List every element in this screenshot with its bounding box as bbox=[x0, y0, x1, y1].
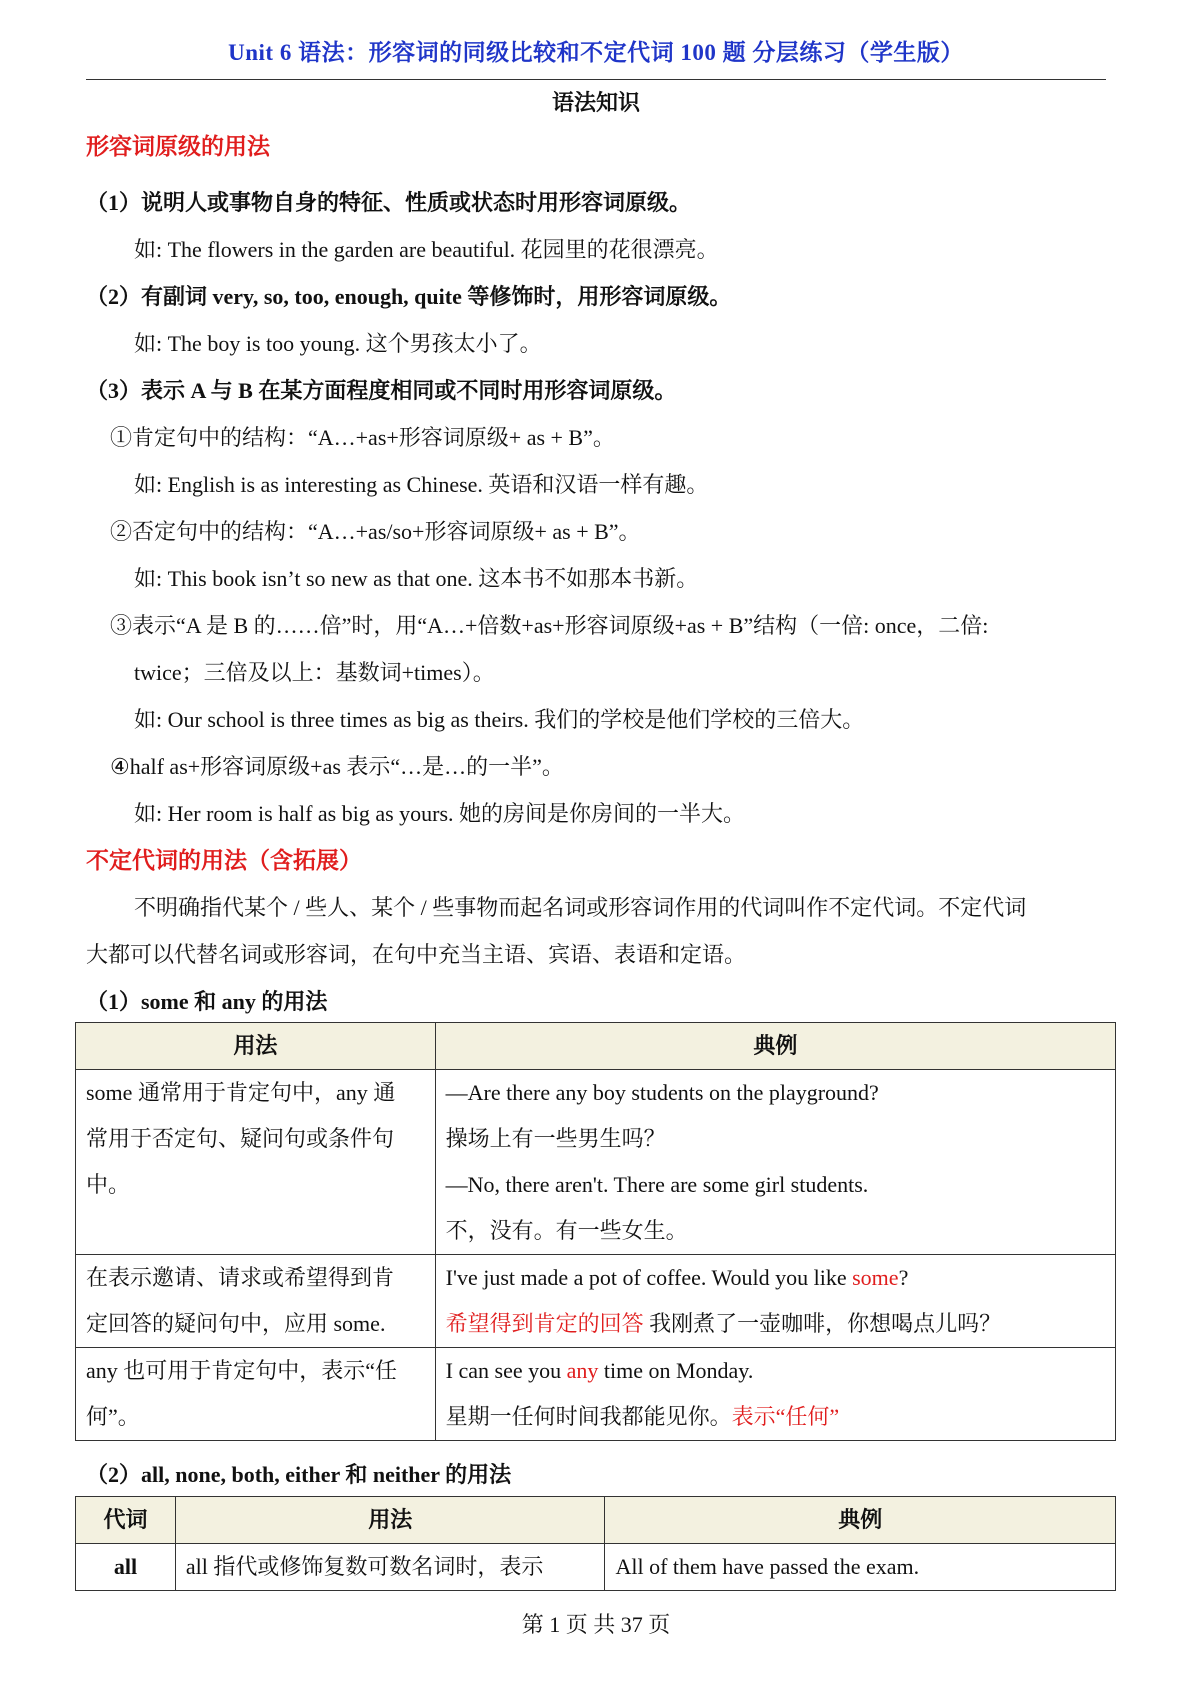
cell-line bbox=[446, 1348, 1105, 1394]
usage-cell bbox=[76, 1070, 436, 1255]
text: ? bbox=[898, 1265, 909, 1290]
table-row bbox=[76, 1070, 1116, 1255]
cell-line: —Are there any boy students on the playground? bbox=[445, 1080, 879, 1105]
cell-line: 操场上有一些男生吗？ bbox=[445, 1126, 666, 1151]
usage-cell: all 指代或修饰复数可数名词时，表示 bbox=[175, 1544, 605, 1591]
structure-1: ①肯定句中的结构：“A…+as+形容词原级+ as + B”。 bbox=[110, 425, 615, 450]
cell-line bbox=[446, 1255, 1105, 1301]
rule-2: （2）有副词 very, so, too, enough, quite 等修饰时，用形容词原级。 bbox=[86, 284, 732, 309]
cell-line: some 通常用于肯定句中，any 通 bbox=[86, 1080, 396, 1105]
cell-line: 常用于否定句、疑问句或条件句 bbox=[86, 1126, 395, 1151]
knowledge-title: 语法知识 bbox=[551, 90, 640, 115]
cell-line bbox=[446, 1301, 1105, 1347]
pronoun-cell: all bbox=[76, 1544, 176, 1591]
cell-line: 中。 bbox=[86, 1172, 131, 1197]
column-header-example: 典例 bbox=[605, 1497, 1116, 1544]
table-row bbox=[76, 1544, 1116, 1591]
cell-line: 定回答的疑问句中，应用 some. bbox=[86, 1311, 386, 1336]
rule-1: （1）说明人或事物自身的特征、性质或状态时用形容词原级。 bbox=[86, 190, 692, 215]
cell-line: —No, there aren't. There are some girl students. bbox=[445, 1172, 869, 1197]
table-row bbox=[76, 1255, 1116, 1348]
example-6: 如: Her room is half as big as yours. 她的房间是你房间的一半大。 bbox=[134, 801, 746, 826]
header-divider bbox=[86, 79, 1106, 80]
example-cell bbox=[435, 1348, 1115, 1441]
structure-2: ②否定句中的结构：“A…+as/so+形容词原级+ as + B”。 bbox=[110, 519, 641, 544]
table-header-row bbox=[76, 1023, 1116, 1070]
subsection-all-none: （2）all, none, both, either 和 neither 的用法 bbox=[86, 1462, 512, 1487]
example-cell bbox=[435, 1255, 1115, 1348]
cell-line: any 也可用于肯定句中，表示“任 bbox=[86, 1358, 398, 1383]
highlight-note: 希望得到肯定的回答 bbox=[445, 1311, 644, 1336]
table-header-row bbox=[76, 1497, 1116, 1544]
example-3: 如: English is as interesting as Chinese. 英语和汉语一样有趣。 bbox=[134, 472, 709, 497]
example-cell: All of them have passed the exam. bbox=[605, 1544, 1116, 1591]
page-number: 第 1 页 共 37 页 bbox=[521, 1612, 671, 1637]
example-cell bbox=[435, 1070, 1115, 1255]
pronoun-table bbox=[75, 1496, 1116, 1591]
highlight-word: any bbox=[566, 1358, 599, 1383]
text: I've just made a pot of coffee. Would you like bbox=[445, 1265, 853, 1290]
highlight-word: some bbox=[852, 1265, 899, 1290]
column-header-pronoun: 代词 bbox=[76, 1497, 176, 1544]
rule-3: （3）表示 A 与 B 在某方面程度相同或不同时用形容词原级。 bbox=[86, 378, 677, 403]
structure-3-line2: twice；三倍及以上：基数词+times）。 bbox=[134, 660, 495, 685]
usage-cell bbox=[76, 1255, 436, 1348]
highlight-note: 表示“任何” bbox=[731, 1404, 840, 1429]
example-2: 如: The boy is too young. 这个男孩太小了。 bbox=[134, 331, 542, 356]
structure-3-line1: ③表示“A 是 B 的……倍”时，用“A…+倍数+as+形容词原级+as + B”结构（一倍: once，二倍: bbox=[110, 613, 989, 638]
example-4: 如: This book isn’t so new as that one. 这本书不如那本书新。 bbox=[134, 566, 699, 591]
intro-line-2: 大都可以代替名词或形容词，在句中充当主语、宾语、表语和定语。 bbox=[86, 942, 747, 967]
example-1: 如: The flowers in the garden are beautiful. 花园里的花很漂亮。 bbox=[134, 237, 719, 262]
cell-line bbox=[446, 1394, 1105, 1440]
section-title-adjective: 形容词原级的用法 bbox=[86, 134, 270, 159]
text: time on Monday. bbox=[598, 1358, 754, 1383]
column-header-usage: 用法 bbox=[76, 1023, 436, 1070]
cell-line: 不，没有。有一些女生。 bbox=[445, 1218, 688, 1243]
table-row bbox=[76, 1348, 1116, 1441]
cell-line: 在表示邀请、请求或希望得到肯 bbox=[86, 1265, 395, 1290]
text: 星期一任何时间我都能见你。 bbox=[445, 1404, 732, 1429]
some-any-table bbox=[75, 1022, 1116, 1441]
usage-cell bbox=[76, 1348, 436, 1441]
column-header-usage: 用法 bbox=[175, 1497, 605, 1544]
structure-4: ④half as+形容词原级+as 表示“…是…的一半”。 bbox=[110, 754, 564, 779]
page-header-title: Unit 6 语法：形容词的同级比较和不定代词 100 题 分层练习（学生版） bbox=[228, 40, 964, 65]
section-title-indefinite: 不定代词的用法（含拓展） bbox=[86, 848, 362, 873]
intro-line-1: 不明确指代某个 / 些人、某个 / 些事物而起名词或形容词作用的代词叫作不定代词。不定代词 bbox=[134, 895, 1027, 920]
text: I can see you bbox=[445, 1358, 567, 1383]
example-5: 如: Our school is three times as big as theirs. 我们的学校是他们学校的三倍大。 bbox=[134, 707, 865, 732]
text: 我刚煮了一壶咖啡，你想喝点儿吗？ bbox=[643, 1311, 1002, 1336]
cell-line: 何”。 bbox=[86, 1404, 140, 1429]
column-header-example: 典例 bbox=[435, 1023, 1115, 1070]
subsection-some-any: （1）some 和 any 的用法 bbox=[86, 989, 328, 1014]
